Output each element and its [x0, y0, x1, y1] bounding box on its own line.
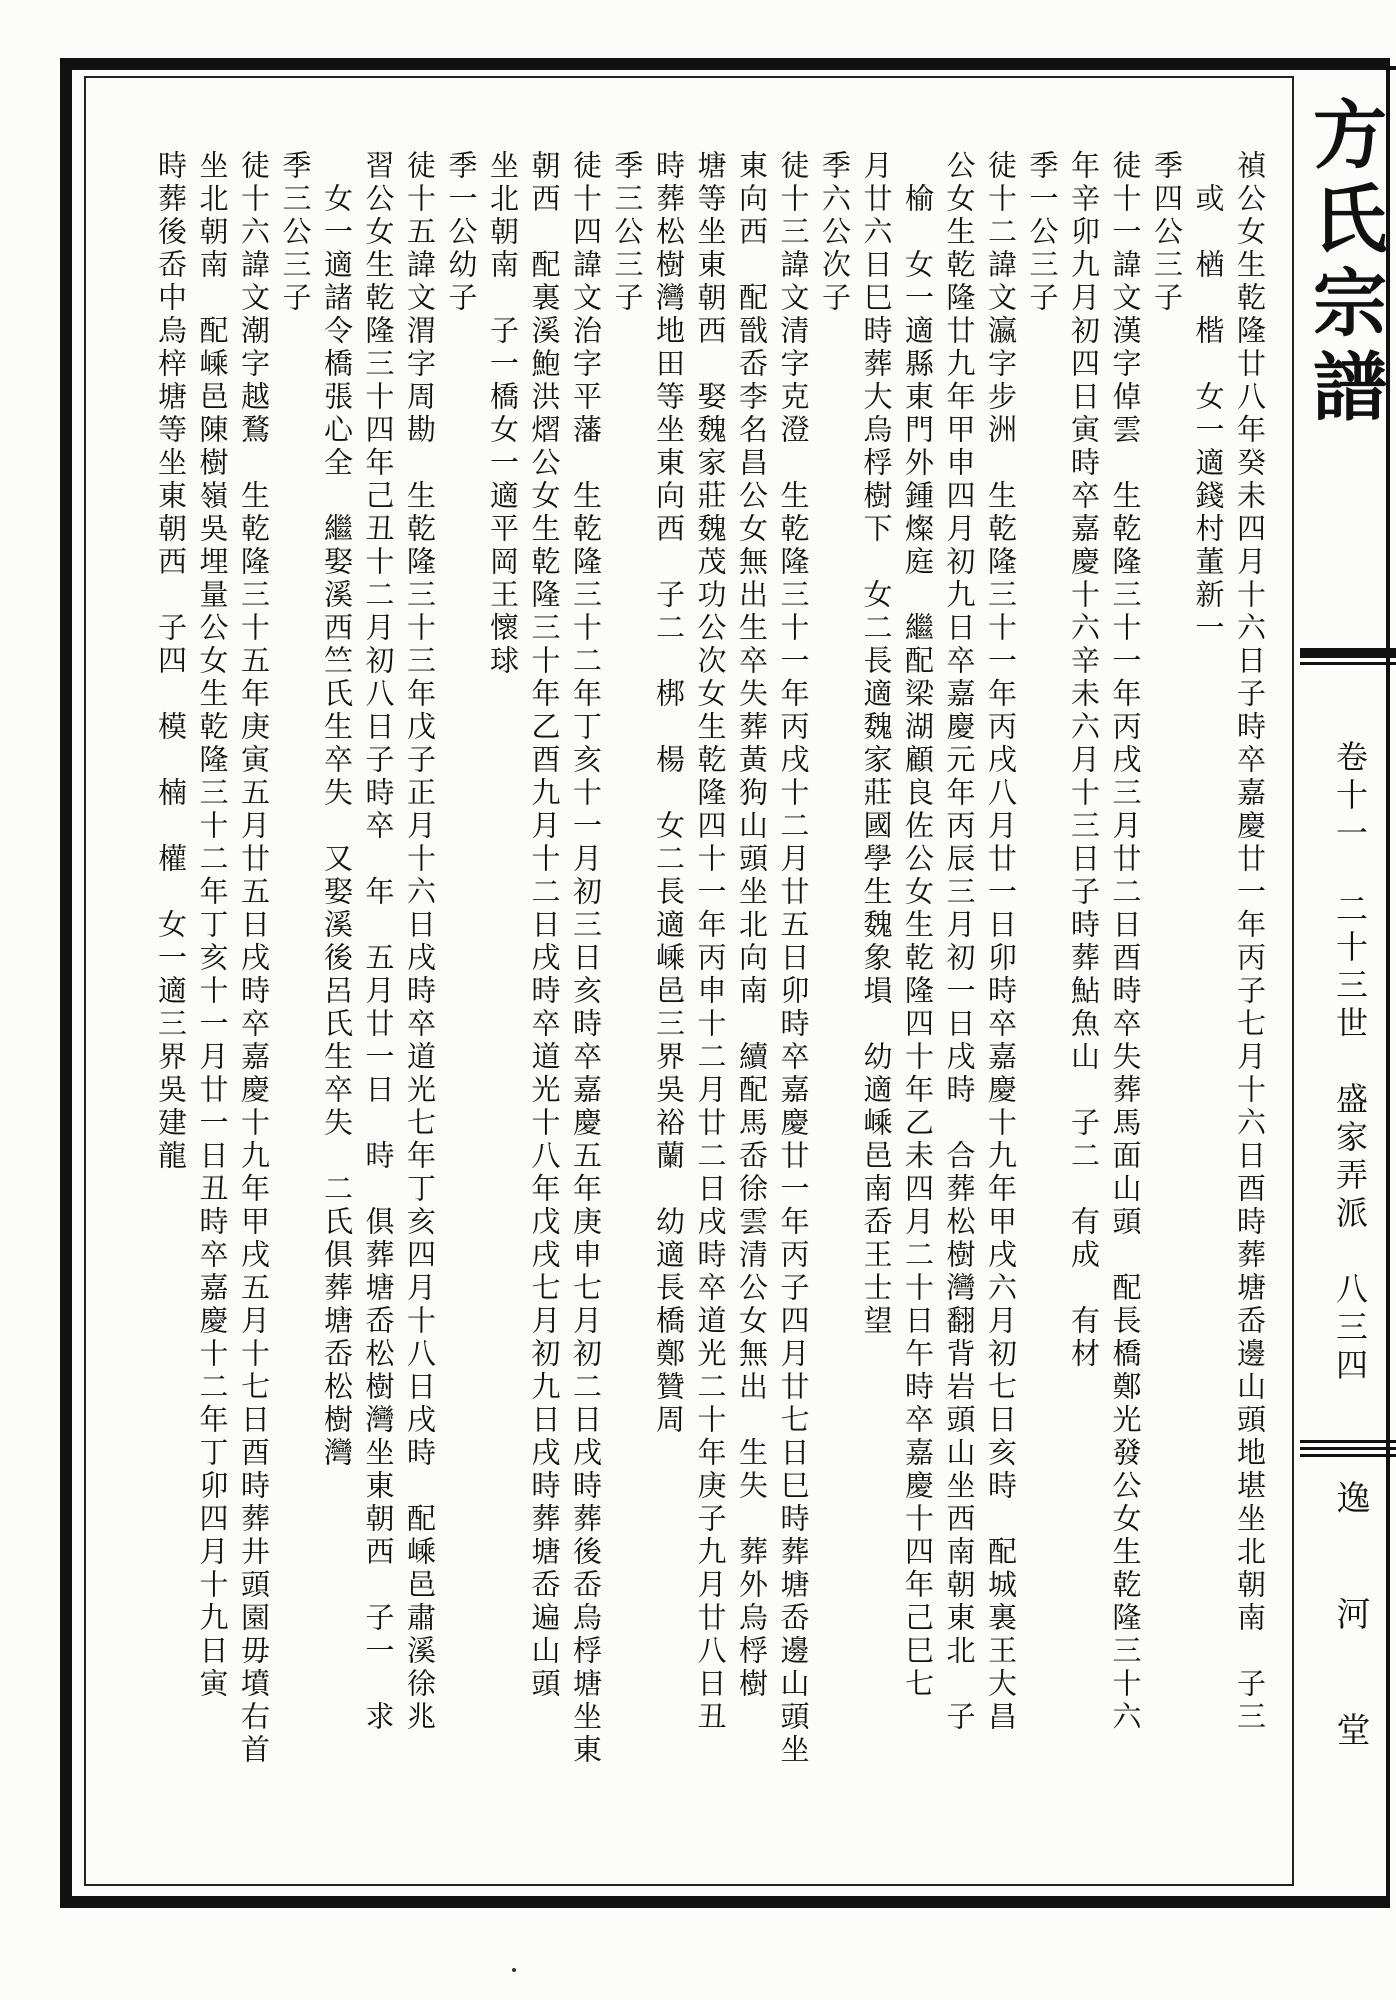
genealogy-text-body	[110, 150, 1270, 1870]
spine-volume-info: 卷十一 二十三世 盛家弄派 八三四	[1331, 740, 1369, 1386]
ink-dot	[512, 1968, 516, 1972]
text-column-23: 女一適諸令橋張心全 繼娶溪西竺氏生卒失 又娶溪後呂氏生卒失 二氏俱葬塘岙松樹灣	[320, 150, 354, 1470]
text-column-27: 時葬後岙中烏梓塘等坐東朝西 子四 模 楠 權 女一適三界吳建龍	[154, 150, 188, 1173]
spine-rule-triple-1	[1300, 1440, 1396, 1443]
spine-rule-thin	[1300, 662, 1396, 665]
text-column-16: 季三公三子	[610, 150, 645, 315]
text-column-19: 坐北朝南 子一橋女一適平岡王懷球	[486, 150, 520, 678]
spine-hall-name: 逸河堂	[1330, 1480, 1370, 1828]
text-column-12: 徒十三諱文清字克澄 生乾隆三十一年丙戌十二月廿五日卯時卒嘉慶廿一年丙子四月廿七日巳時葬塘岙邊山頭坐	[776, 150, 811, 1767]
text-column-21: 徒十五諱文渭字周勘 生乾隆三十三年戊子正月十六日戌時卒道光七年丁亥四月十八日戌時 配嵊邑肅溪徐兆	[403, 150, 437, 1734]
text-column-14: 塘等坐東朝西 娶魏家莊魏茂功公次女生乾隆四十一年丙申十二月廿二日戌時卒道光二十年庚子九月廿八日丑	[693, 150, 728, 1734]
text-column-7: 徒十二諱文瀛字步洲 生乾隆三十一年丙戌八月廿一日卯時卒嘉慶十九年甲戌六月初七日亥時 配城裏王大昌	[984, 150, 1018, 1734]
text-column-8: 公女生乾隆廿九年甲申四月初九日卒嘉慶元年丙辰三月初一日戌時 合葬松樹灣翻背岩頭山坐西南朝東北 子	[942, 150, 977, 1734]
text-column-18: 朝西 配裏溪鮑洪熠公女生乾隆三十年乙酉九月十二日戌時卒道光十八年戊戌七月初九日戌時葬塘岙遍山頭	[527, 150, 562, 1701]
text-column-17: 徒十四諱文治字平藩 生乾隆三十二年丁亥十一月初三日亥時卒嘉慶五年庚申七月初二日戌時葬後岙烏桴塘坐東	[569, 150, 603, 1767]
text-column-6: 季一公三子	[1025, 150, 1060, 315]
spine-rule-thick	[1300, 648, 1396, 658]
text-column-2: 或 楢 楷 女一適錢村董新一	[1191, 150, 1226, 645]
text-column-26: 坐北朝南 配嵊邑陳樹嶺吳埋量公女生乾隆三十二年丁亥十一月廿一日丑時卒嘉慶十二年丁卯四月十九日寅	[195, 150, 230, 1701]
text-column-22: 習公女生乾隆三十四年己丑十二月初八日子時卒 年 五月廿一日 時 俱葬塘岙松樹灣坐東朝西 子一 求	[361, 150, 396, 1734]
text-column-24: 季三公三子	[278, 150, 313, 315]
text-column-1: 禎公女生乾隆廿八年癸未四月十六日子時卒嘉慶廿一年丙子七月十六日酉時葬塘岙邊山頭地堪坐北朝南 子三	[1233, 150, 1267, 1734]
text-column-11: 季六公次子	[818, 150, 852, 315]
text-column-15: 時葬松樹灣地田等坐東向西 子二 梆 楊 女二長適嵊邑三界吳裕蘭 幼適長橋鄭贊周	[652, 150, 686, 1437]
spine-rule-triple-2	[1300, 1447, 1396, 1450]
text-column-5: 年辛卯九月初四日寅時卒嘉慶十六辛未六月十三日子時葬鮎魚山 子二 有成 有材	[1067, 150, 1101, 1371]
text-column-4: 徒十一諱文漢字倬雲 生乾隆三十一年丙戌三月廿二日酉時卒失葬馬面山頭 配長橋鄭光發公女生乾隆三十六	[1108, 150, 1143, 1734]
text-column-3: 季四公三子	[1150, 150, 1184, 315]
text-column-13: 東向西 配戩岙李名昌公女無出生卒失葬黃狗山頭坐北向南 續配馬岙徐雲清公女無出 生失 葬外烏桴樹	[735, 150, 769, 1701]
spine-rule-triple-3	[1300, 1454, 1396, 1457]
text-column-25: 徒十六諱文潮字越鶩 生乾隆三十五年庚寅五月廿五日戌時卒嘉慶十九年甲戌五月十七日酉時葬井頭園毋墳右首	[237, 150, 271, 1767]
text-column-9: 榆 女一適縣東門外鍾燦庭 繼配梁湖顧良佐公女生乾隆四十年乙未四月二十日午時卒嘉慶十四年己巳七	[901, 150, 935, 1701]
spine-title: 方氏宗譜	[1301, 96, 1387, 432]
text-column-10: 月廿六日巳時葬大烏桴樹下 女二長適魏家莊國學生魏象塤 幼適嵊邑南岙王士望	[859, 150, 894, 1338]
text-column-20: 季一公幼子	[444, 150, 479, 315]
